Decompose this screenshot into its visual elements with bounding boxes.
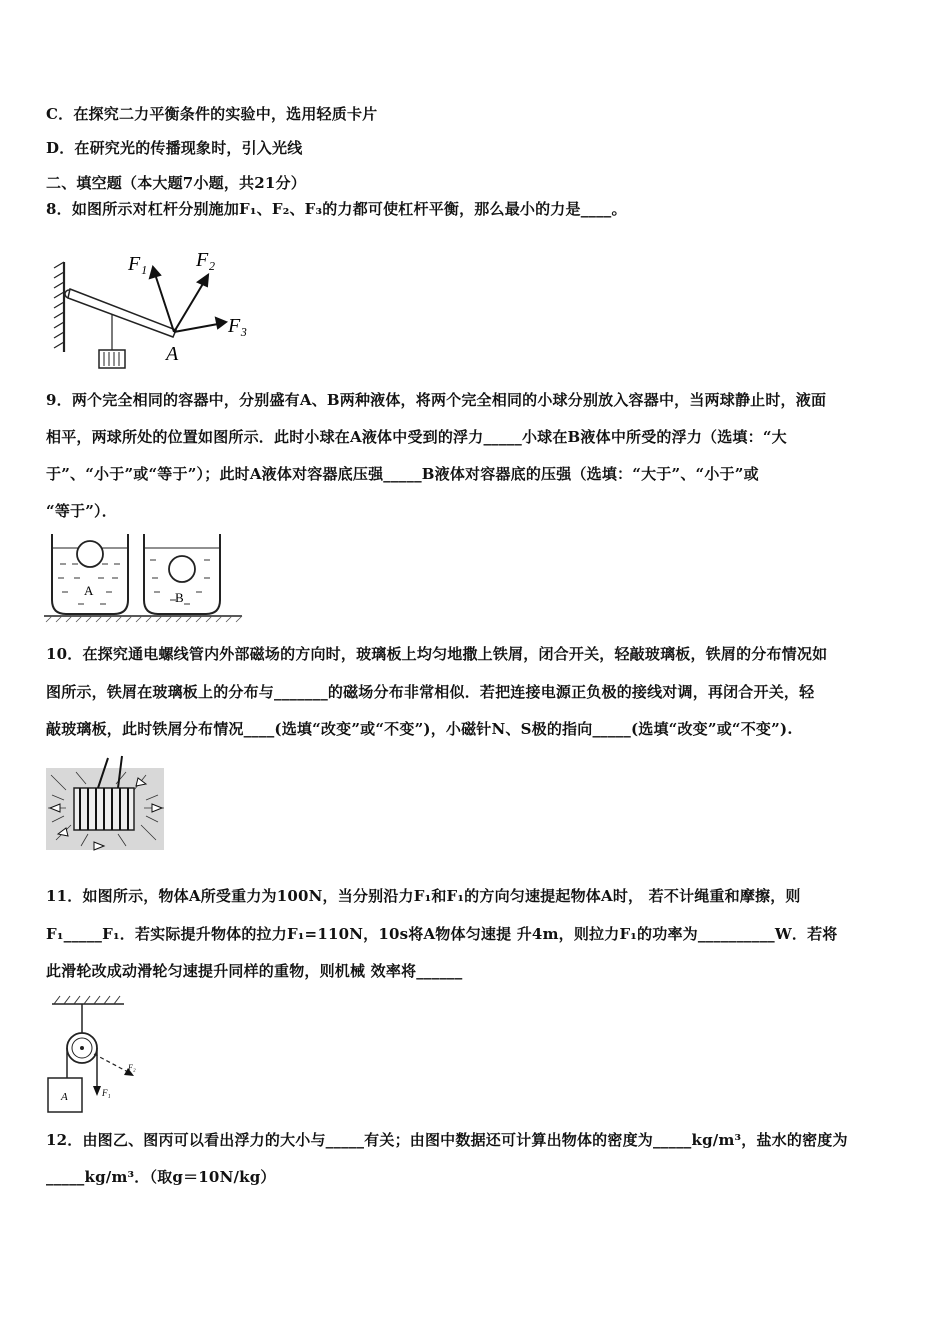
solenoid-figure xyxy=(46,750,166,852)
label-liquid-a: A xyxy=(84,583,94,598)
force-f3-arrow xyxy=(174,324,218,332)
option-c: C．在探究二力平衡条件的实验中，选用轻质卡片 xyxy=(46,105,378,123)
force-f2-arrow xyxy=(174,282,204,332)
q9-line-1: 9．两个完全相同的容器中，分别盛有A、B两种液体，将两个完全相同的小球分别放入容器中，当两球静止时，液面 xyxy=(46,391,827,409)
q9-line-4: “等于”）． xyxy=(46,502,117,520)
q11-line-3: 此滑轮改成动滑轮匀速提升同样的重物，则机械 效率将______ xyxy=(46,962,463,980)
q10-line-3: 敲玻璃板，此时铁屑分布情况____(选填“改变”或“不变”)，小磁针N、S极的指向_____(选填“改变”或“不变”). xyxy=(46,720,793,738)
q10-line-1: 10．在探究通电螺线管内外部磁场的方向时，玻璃板上均匀地撒上铁屑，闭合开关，轻敲玻璃板，铁屑的分布情况如 xyxy=(46,645,828,663)
lever-bar xyxy=(68,289,176,337)
q11-line-2: F₁_____F₁．若实际提升物体的拉力F₁=110N，10s将A物体匀速提 升4m，则拉力F₁的功率为__________W．若将 xyxy=(46,925,838,943)
label-a: A xyxy=(166,343,179,365)
hanging-weight xyxy=(99,350,125,368)
q9-line-2: 相平，两球所处的位置如图所示．此时小球在A液体中受到的浮力_____小球在B液体中所受的浮力（选填：“大 xyxy=(46,428,787,446)
q10-line-2: 图所示，铁屑在玻璃板上的分布与_______的磁场分布非常相似．若把连接电源正负极的接线对调，再闭合开关，轻 xyxy=(46,683,815,701)
containers-figure xyxy=(44,530,244,625)
lever-figure xyxy=(50,222,260,372)
pulley-figure xyxy=(44,992,154,1116)
option-d: D．在研究光的传播现象时，引入光线 xyxy=(46,139,303,157)
q12-line-2: _____kg/m³．（取g＝10N/kg） xyxy=(46,1168,276,1186)
ball-a xyxy=(77,541,103,567)
wall-hatch xyxy=(54,262,64,352)
label-f3: F₃ xyxy=(228,315,248,337)
label-pulley-f2: F₂ xyxy=(128,1063,136,1072)
q8-text: 8．如图所示对杠杆分别施加F₁、F₂、F₃的力都可使杠杆平衡，那么最小的力是____。 xyxy=(46,200,627,218)
label-f2: F₂ xyxy=(196,249,216,271)
q11-line-1: 11．如图所示，物体A所受重力为100N，当分别沿力F₁和F₁的方向匀速提起物体A时， 若不计绳重和摩擦，则 xyxy=(46,887,801,905)
label-liquid-b: B xyxy=(175,590,184,605)
label-pulley-f1: F₁ xyxy=(102,1088,111,1098)
ball-b xyxy=(169,556,195,582)
q9-line-3: 于”、“小于”或“等于”）；此时A液体对容器底压强_____B液体对容器底的压强（选填：“大于”、“小于”或 xyxy=(46,465,759,483)
label-f1: F₁ xyxy=(128,253,148,275)
section-heading: 二、填空题（本大题7小题，共21分） xyxy=(46,174,306,192)
q12-line-1: 12．由图乙、图丙可以看出浮力的大小与_____有关；由图中数据还可计算出物体的密度为_____kg/m³，盐水的密度为 xyxy=(46,1131,848,1149)
label-object-a: A xyxy=(61,1091,68,1103)
